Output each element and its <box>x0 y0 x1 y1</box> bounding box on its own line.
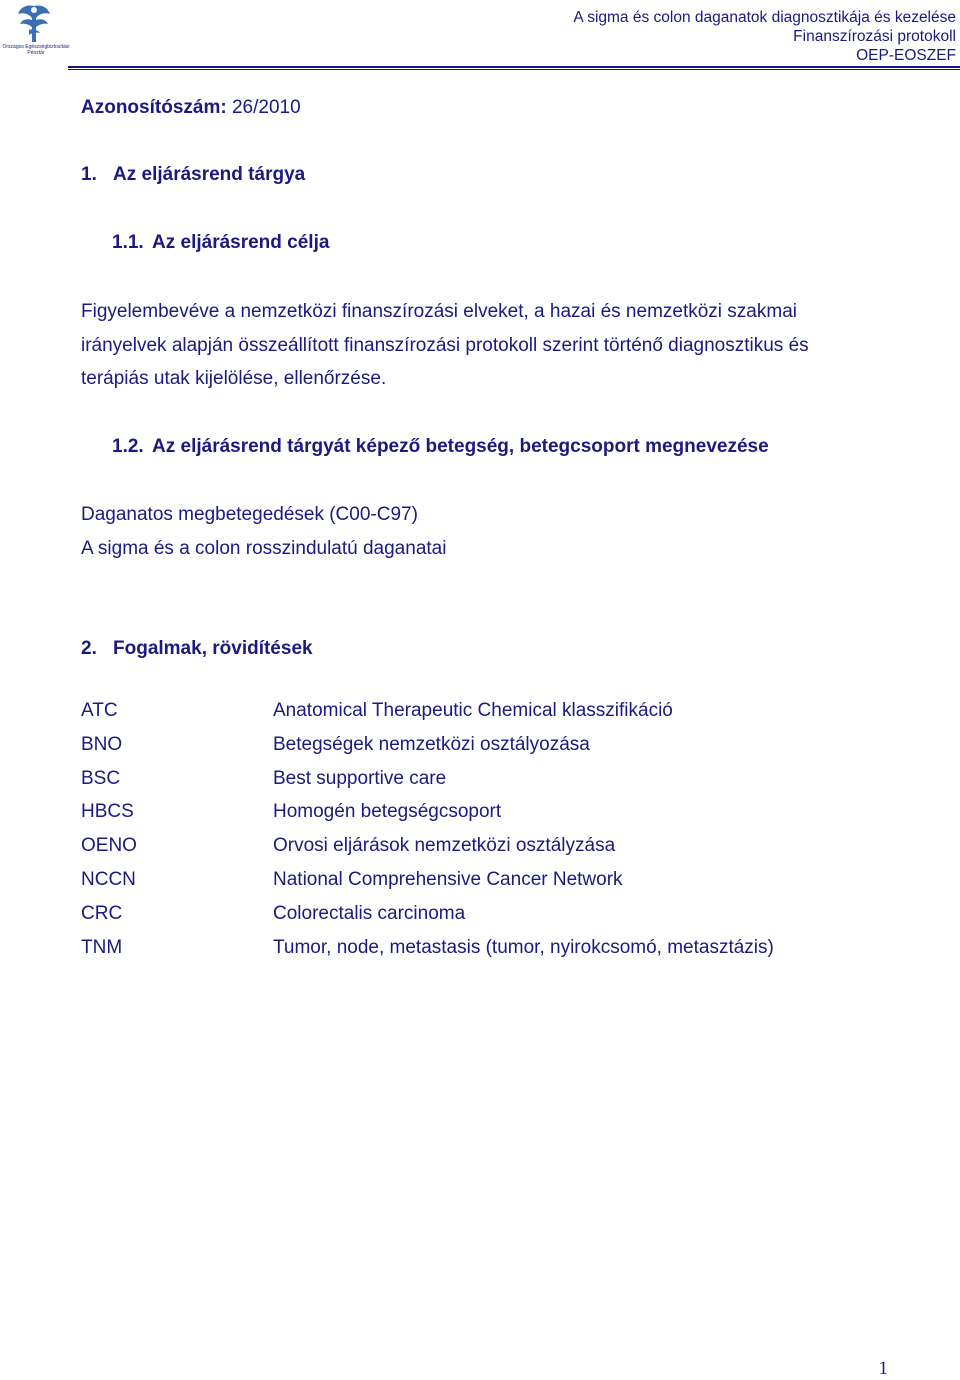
header-issuer: OEP-EOSZEF <box>856 47 956 64</box>
header-title-block <box>573 8 956 65</box>
section-heading-2 <box>81 638 313 660</box>
section-number: 2. <box>81 638 97 659</box>
paragraph-line: terápiás utak kijelölése, ellenőrzése. <box>81 368 387 389</box>
section-title: Az eljárásrend tárgya <box>113 164 306 185</box>
paragraph-line: Figyelembevéve a nemzetközi finanszírozási elveket, a hazai és nemzetközi szakmai <box>81 301 797 322</box>
abbreviation-code: ATC <box>81 700 118 721</box>
section-title: Az eljárásrend célja <box>152 232 330 253</box>
identifier-value: 26/2010 <box>231 97 301 118</box>
section-title: Fogalmak, rövidítések <box>113 638 313 659</box>
page-number: 1 <box>878 1358 888 1379</box>
logo-caption <box>2 44 70 56</box>
abbreviation-code: TNM <box>81 936 123 958</box>
abbreviation-row <box>81 801 841 835</box>
section-1-1-paragraph <box>81 295 881 396</box>
oep-logo-icon <box>2 2 70 62</box>
section-title: Az eljárásrend tárgyát képező betegség, betegcsoport megnevezése <box>152 436 769 457</box>
abbreviation-description: National Comprehensive Cancer Network <box>273 868 623 890</box>
identifier-label: Azonosítószám: <box>81 97 227 118</box>
abbreviation-description: Tumor, node, metastasis (tumor, nyirokcsomó, metasztázis) <box>273 936 774 958</box>
header-divider-thin <box>68 69 960 70</box>
abbreviation-description: Best supportive care <box>273 767 447 789</box>
header-divider <box>68 66 960 68</box>
abbreviation-description: Anatomical Therapeutic Chemical klasszifikáció <box>273 700 673 721</box>
abbreviation-row <box>81 700 841 734</box>
abbreviation-code: HBCS <box>81 801 134 823</box>
abbreviation-description: Colorectalis carcinoma <box>273 902 466 924</box>
abbreviation-row <box>81 903 841 937</box>
abbreviation-description: Betegségek nemzetközi osztályozása <box>273 733 590 755</box>
section-number: 1.2. <box>112 436 144 457</box>
header-document-type: Finanszírozási protokoll <box>793 28 956 45</box>
section-1-2-paragraph <box>81 498 881 565</box>
logo-caption-line2: Pénztár <box>27 50 45 56</box>
paragraph-line: irányelvek alapján összeállított finanszírozási protokoll szerint történő diagnosztikus és <box>81 334 809 356</box>
abbreviation-code: NCCN <box>81 868 136 890</box>
section-heading-1 <box>81 164 305 186</box>
logo-caption-line1: Országos Egészségbiztosítási <box>2 44 70 50</box>
section-number: 1. <box>81 164 97 185</box>
header-document-title: A sigma és colon daganatok diagnosztikája és kezelése <box>573 9 956 26</box>
paragraph-line: Daganatos megbetegedések (C00-C97) <box>81 504 418 525</box>
abbreviation-row <box>81 937 841 971</box>
abbreviation-code: OENO <box>81 835 137 857</box>
abbreviation-code: BSC <box>81 767 121 789</box>
abbreviations-list <box>81 700 841 970</box>
abbreviation-code: CRC <box>81 902 123 924</box>
abbreviation-row <box>81 835 841 869</box>
abbreviation-code: BNO <box>81 733 123 755</box>
abbreviation-description: Homogén betegségcsoport <box>273 801 502 823</box>
abbreviation-row <box>81 768 841 802</box>
abbreviation-row <box>81 734 841 768</box>
document-identifier <box>81 97 301 119</box>
section-heading-1-1 <box>112 232 329 254</box>
section-heading-1-2 <box>112 436 769 458</box>
abbreviation-description: Orvosi eljárások nemzetközi osztályzása <box>273 835 616 857</box>
paragraph-line: A sigma és a colon rosszindulatú daganatai <box>81 537 447 559</box>
page-header <box>0 0 960 70</box>
oep-logo-graphic <box>2 2 66 44</box>
abbreviation-row <box>81 869 841 903</box>
section-number: 1.1. <box>112 232 144 253</box>
